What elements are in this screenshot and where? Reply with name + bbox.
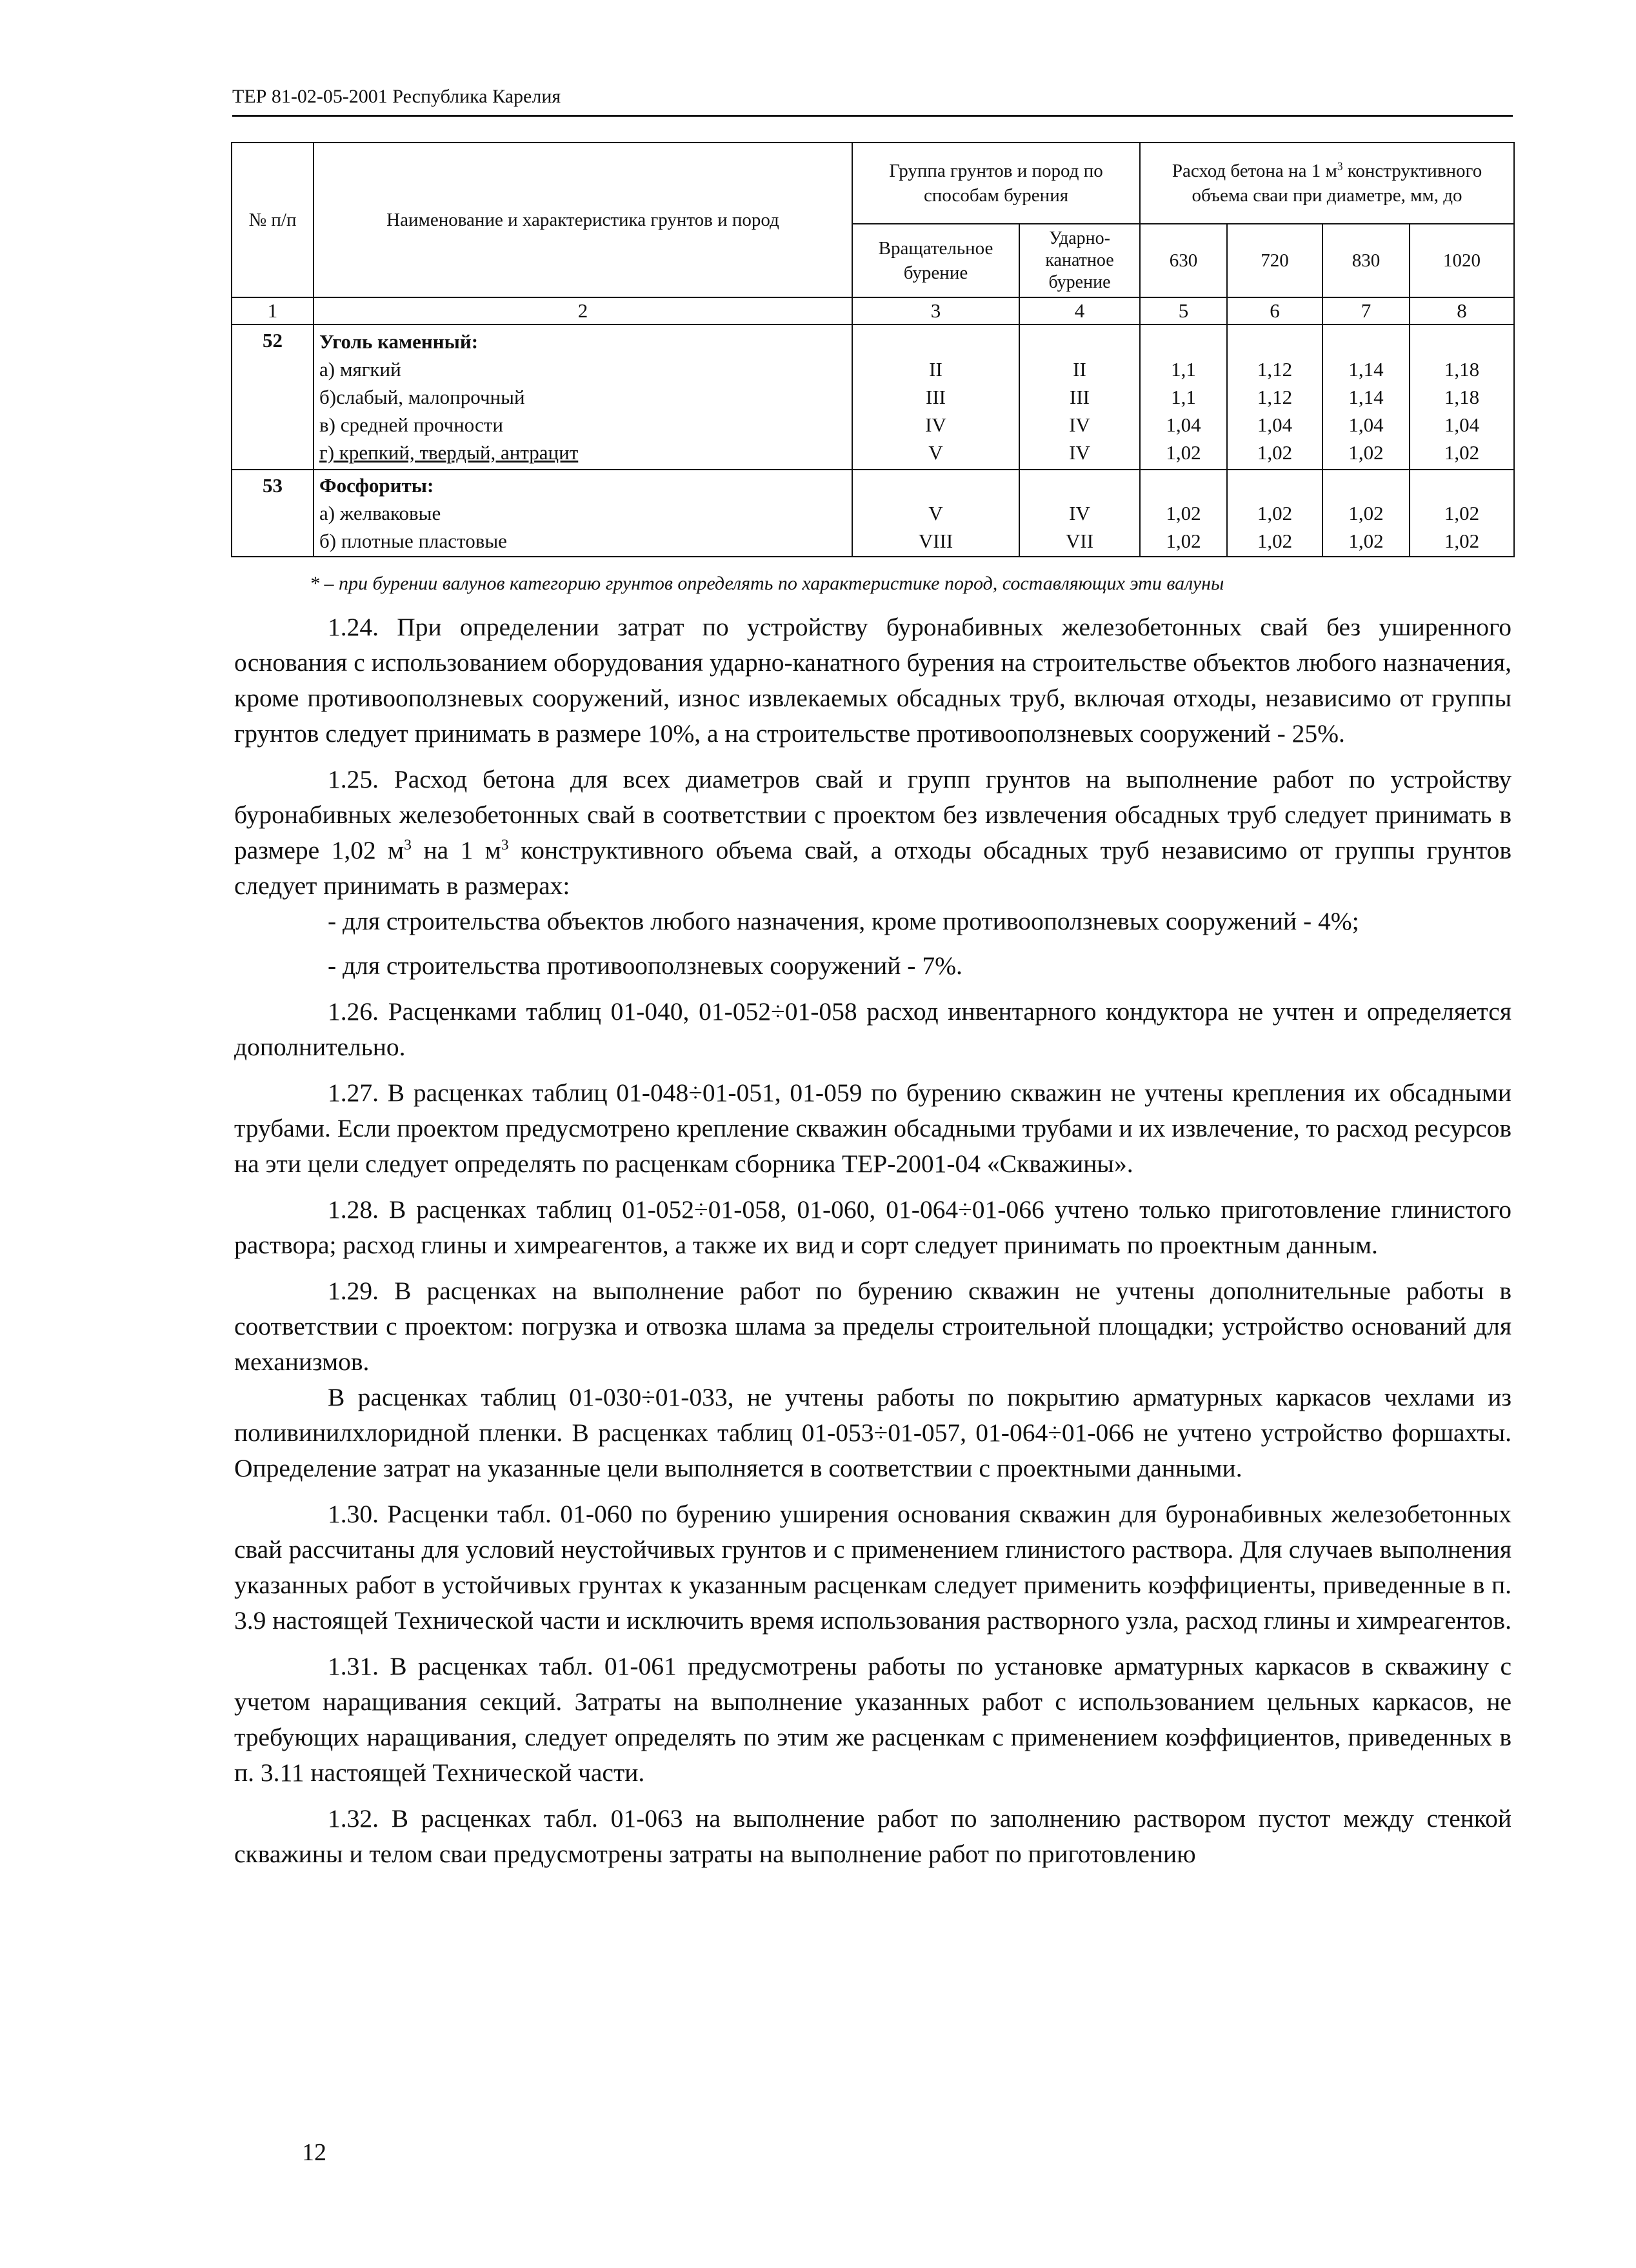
group-title: Уголь каменный:: [319, 330, 479, 353]
cell-value: 1,04: [1444, 413, 1480, 436]
cell-value: VII: [1065, 530, 1094, 552]
column-index-row: [232, 297, 1514, 324]
d630-values: [1140, 324, 1227, 470]
paragraph-1-31: 1.31. В расценках табл. 01-061 предусмотрены работы по установке арматурных каркасов в скважину с учетом наращивания секций. Затраты на выполнение указанных работ с использованием цельных каркасов, не требующих наращивания, следует определять по этим же расценкам с применением коэффициентов, приведенных в п. 3.11 настоящей Технической части.: [234, 1652, 1511, 1787]
cell-value: 1,18: [1444, 386, 1480, 408]
d720-values: [1227, 324, 1322, 470]
header-d720: 720: [1227, 224, 1322, 297]
cell-value: 1,1: [1171, 386, 1196, 408]
percussion-values: [1019, 324, 1140, 470]
cell-value: 1,12: [1257, 386, 1293, 408]
row-name: в) средней прочности: [319, 413, 503, 436]
row-name: г) крепкий, твердый, антрацит: [319, 441, 579, 464]
paragraph-1-29: 1.29. В расценках на выполнение работ по бурению скважин не учтены дополнительные работы в соответствии с проектом: погрузка и отвозка шлама за пределы строительной площадки; устройство оснований для механизмов.: [234, 1277, 1511, 1376]
header-rotary: Вращательное бурение: [852, 224, 1019, 297]
cell-value: 1,02: [1257, 502, 1293, 524]
paragraph-1-25-item-b: - для строительства противооползневых сооружений - 7%.: [328, 951, 963, 980]
cell-value: 1,02: [1166, 530, 1201, 552]
cell-value: 1,02: [1348, 502, 1384, 524]
group-number: 52: [232, 324, 314, 470]
cell-value: 1,14: [1348, 386, 1384, 408]
group-names: [314, 324, 852, 470]
cell-value: IV: [1069, 413, 1090, 436]
cell-value: 1,04: [1257, 413, 1293, 436]
header-d630: 630: [1140, 224, 1227, 297]
paragraph-1-28: 1.28. В расценках таблиц 01-052÷01-058, 01-060, 01-064÷01-066 учтено только приготовление глинистого раствора; расход глины и химреагентов, а также их вид и сорт следует принимать по проектным данным.: [234, 1195, 1511, 1259]
col-index: 8: [1410, 297, 1514, 324]
d720-values: [1227, 470, 1322, 557]
soil-table: [231, 142, 1515, 557]
rotary-values: [852, 324, 1019, 470]
cell-value: 1,14: [1348, 358, 1384, 381]
cell-value: II: [1073, 358, 1086, 381]
header-d830: 830: [1322, 224, 1410, 297]
row-name: б)слабый, малопрочный: [319, 386, 525, 408]
header-group: Группа грунтов и пород по способам бурения: [852, 143, 1140, 224]
cell-value: 1,12: [1257, 358, 1293, 381]
header-num: № п/п: [232, 143, 314, 297]
body-text: [234, 610, 1511, 1882]
cell-value: IV: [925, 413, 946, 436]
paragraph-1-29-cont: В расценках таблиц 01-030÷01-033, не учтены работы по покрытию арматурных каркасов чехлами из поливинилхлоридной пленки. В расценках таблиц 01-053÷01-057, 01-064÷01-066 не учтено устройство форшахты. Определение затрат на указанные цели выполняется в соответствии с проектными данными.: [234, 1383, 1511, 1482]
header-percussion-text: Ударно-канатное бурение: [1045, 228, 1114, 292]
cell-value: 1,02: [1444, 441, 1480, 464]
cell-value: 1,02: [1444, 530, 1480, 552]
group-names: [314, 470, 852, 557]
cell-value: V: [928, 502, 943, 524]
paragraph-1-26: 1.26. Расценками таблиц 01-040, 01-052÷01-058 расход инвентарного кондуктора не учтен и определяется дополнительно.: [234, 997, 1511, 1061]
table-row: [232, 324, 1514, 470]
paragraph-1-30: 1.30. Расценки табл. 01-060 по бурению уширения основания скважин для буронабивных железобетонных свай рассчитаны для условий неустойчивых грунтов и с применением глинистого раствора. Для случаев выполнения указанных работ в устойчивых грунтах к указанным расценкам следует применить коэффициенты, приведенные в п. 3.9 настоящей Технической части и исключить время использования растворного узла, расход глины и химреагентов.: [234, 1500, 1511, 1635]
table-footnote: * – при бурении валунов категорию грунтов определять по характеристике пород, составляющих эти валуны: [310, 573, 1224, 594]
header-name: Наименование и характеристика грунтов и пород: [314, 143, 852, 297]
d830-values: [1322, 470, 1410, 557]
cell-value: 1,02: [1348, 530, 1384, 552]
page-header: [232, 84, 1513, 117]
paragraph-1-32: 1.32. В расценках табл. 01-063 на выполнение работ по заполнению раствором пустот между стенкой скважины и телом сваи предусмотрены затраты на выполнение работ по приготовлению: [234, 1804, 1511, 1868]
cell-value: 1,04: [1166, 413, 1201, 436]
col-index: 6: [1227, 297, 1322, 324]
d630-values: [1140, 470, 1227, 557]
col-index: 7: [1322, 297, 1410, 324]
cell-value: III: [1070, 386, 1090, 408]
header-percussion: [1019, 224, 1140, 297]
row-name: а) мягкий: [319, 358, 401, 381]
col-index: 2: [314, 297, 852, 324]
d830-values: [1322, 324, 1410, 470]
col-index: 1: [232, 297, 314, 324]
col-index: 4: [1019, 297, 1140, 324]
page-number: 12: [302, 2139, 326, 2166]
rotary-values: [852, 470, 1019, 557]
col-index: 3: [852, 297, 1019, 324]
cell-value: 1,04: [1348, 413, 1384, 436]
cell-value: III: [926, 386, 946, 408]
col-index: 5: [1140, 297, 1227, 324]
paragraph-1-27: 1.27. В расценках таблиц 01-048÷01-051, 01-059 по бурению скважин не учтены крепления их обсадными трубами. Если проектом предусмотрено крепление скважин обсадными трубами и их извлечение, то расход ресурсов на эти цели следует определять по расценкам сборника ТЕР-2001-04 «Скважины».: [234, 1079, 1511, 1178]
cell-value: 1,1: [1171, 358, 1196, 381]
percussion-values: [1019, 470, 1140, 557]
cell-value: IV: [1069, 502, 1090, 524]
cell-value: II: [929, 358, 943, 381]
d1020-values: [1410, 324, 1514, 470]
table-row: [232, 470, 1514, 557]
d1020-values: [1410, 470, 1514, 557]
cell-value: VIII: [918, 530, 953, 552]
row-name: б) плотные пластовые: [319, 530, 507, 552]
cell-value: 1,02: [1444, 502, 1480, 524]
group-number: 53: [232, 470, 314, 557]
cell-value: 1,02: [1166, 441, 1201, 464]
cell-value: V: [928, 441, 943, 464]
document-title: ТЕР 81-02-05-2001 Республика Карелия: [232, 86, 561, 107]
group-title: Фосфориты:: [319, 474, 434, 497]
header-d1020: 1020: [1410, 224, 1514, 297]
cell-value: 1,02: [1257, 530, 1293, 552]
cell-value: 1,02: [1348, 441, 1384, 464]
header-concrete-text: Расход бетона на 1 $м^3$ конструктивного объема сваи при диаметре, мм, до: [1172, 159, 1482, 206]
cell-value: 1,02: [1166, 502, 1201, 524]
header-concrete: [1140, 143, 1514, 224]
paragraph-1-25: 1.25. Расход бетона для всех диаметров свай и групп грунтов на выполнение работ по устройству буронабивных железобетонных свай в соответствии с проектом без извлечения обсадных труб следует принимать в размере 1,02 $м^3$ на 1 $м^3$ конструктивного объема свай, а отходы обсадных труб независимо от группы грунтов следует принимать в размерах:: [234, 765, 1511, 900]
cell-value: IV: [1069, 441, 1090, 464]
cell-value: 1,18: [1444, 358, 1480, 381]
paragraph-1-25-item-a: - для строительства объектов любого назначения, кроме противооползневых сооружений - 4%;: [328, 907, 1359, 935]
row-name: а) желваковые: [319, 502, 441, 524]
paragraph-1-24: 1.24. При определении затрат по устройству буронабивных железобетонных свай без уширенного основания с использованием оборудования ударно-канатного бурения на строительстве объектов любого назначения, кроме противооползневых сооружений, износ извлекаемых обсадных труб, включая отходы, независимо от группы грунтов следует принимать в размере 10%, а на строительстве противооползневых сооружений - 25%.: [234, 613, 1511, 748]
cell-value: 1,02: [1257, 441, 1293, 464]
